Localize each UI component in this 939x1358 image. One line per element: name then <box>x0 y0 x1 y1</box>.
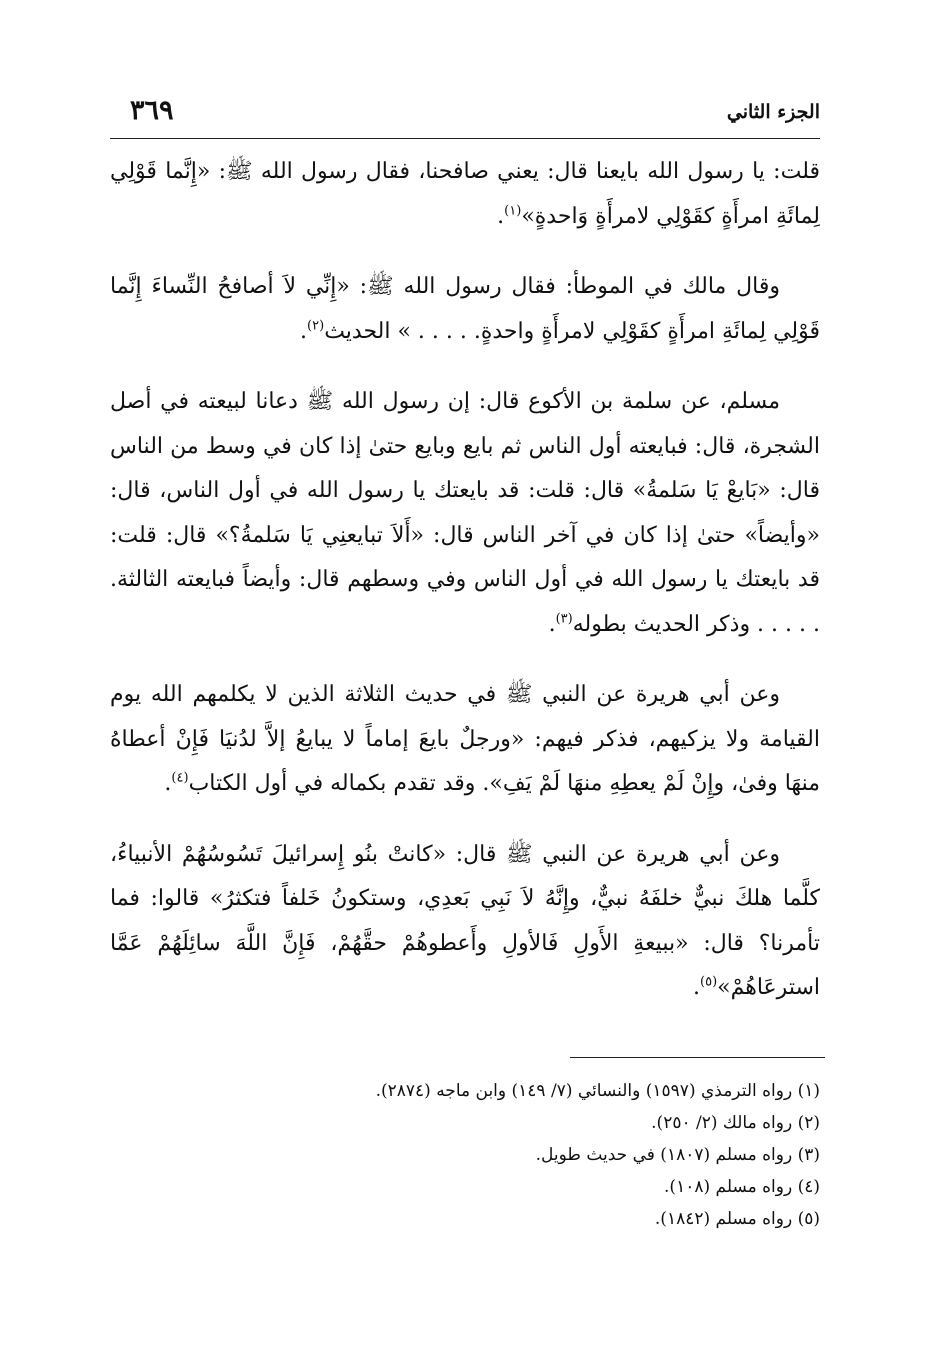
page-number: ٣٦٩ <box>130 95 174 126</box>
paragraph: وعن أبي هريرة عن النبي ﷺ في حديث الثلاثة الذين لا يكلمهم الله يوم القيامة ولا يزكيهم، فذكر فيهم: «ورجلٌ بايعَ إماماً لا يبايعُ إلاَّ لدُنيَا فَإِنْ أعطاهُ منهَا وفىٰ، وإِنْ لَمْ يعطِهِ منهَا لَمْ يَفِ». وقد تقدم بكماله في أول الكتاب$^{(٤)}$. <box>110 682 820 796</box>
paragraph: وقال مالك في الموطأ: فقال رسول الله ﷺ: «إِنِّي لاَ أصافحُ النِّساءَ إِنَّما قَوْلِي لِمائَةِ امرأَةٍ كقَوْلِي لامرأَةٍ واحدةٍ. . . . . » الحديث$^{(٢)}$. <box>110 274 820 344</box>
running-title: الجزء الثاني <box>726 101 820 123</box>
footnote-item: (٥) رواه مسلم (١٨٤٢). <box>654 1209 820 1229</box>
footnote-item: (٤) رواه مسلم (١٠٨). <box>664 1177 820 1197</box>
footnote-ref: (١) <box>504 203 522 219</box>
footnote-ref: (٣) <box>555 611 573 627</box>
footnote-item: (٢) رواه مالك (٢/ ٢٥٠). <box>651 1113 820 1133</box>
paragraph-text: قلت: يا رسول الله بايعنا قال: يعني صافحنا، فقال رسول الله ﷺ: «إِنَّما قَوْلِي لِمائَةِ امرأَةٍ كقَوْلِي لامرأَةٍ وَاحدةٍ» <box>110 159 820 229</box>
paragraph: مسلم، عن سلمة بن الأكوع قال: إن رسول الله ﷺ دعانا لبيعته في أصل الشجرة، قال: فبايعته أول الناس ثم بايع وبايع حتىٰ إذا كان في وسط من الناس قال: «بَايعْ يَا سَلمةُ» قال: قلت: قد بايعتك يا رسول الله في أول الناس، قال: «وأيضاً» حتىٰ إذا كان في آخر الناس قال: «أَلاَ تبايعنِي يَا سَلمةُ؟» قال: قلت: قد بايعتك يا رسول الله في أول الناس وفي وسطهم قال: وأيضاً فبايعته الثالثة. . . . . . وذكر الحديث بطوله$^{(٣)}$. <box>110 389 820 637</box>
header-rule <box>110 138 820 139</box>
paragraph-text: وعن أبي هريرة عن النبي ﷺ في حديث الثلاثة الذين لا يكلمهم الله يوم القيامة ولا يزكيهم، فذكر فيهم: «ورجلٌ بايعَ إماماً لا يبايعُ إلاَّ لدُنيَا فَإِنْ أعطاهُ منهَا وفىٰ، وإِنْ لَمْ يعطِهِ منهَا لَمْ يَفِ». وقد تقدم بكماله في أول الكتاب <box>110 682 820 796</box>
main-text <box>110 150 820 1037</box>
footnote-item: (٣) رواه مسلم (١٨٠٧) في حديث طويل. <box>535 1145 820 1165</box>
footnote-ref: (٤) <box>171 770 189 786</box>
paragraph: قلت: يا رسول الله بايعنا قال: يعني صافحنا، فقال رسول الله ﷺ: «إِنَّما قَوْلِي لِمائَةِ امرأَةٍ كقَوْلِي لامرأَةٍ وَاحدةٍ»$^{(١)}$. <box>110 159 820 229</box>
footnotes <box>110 1075 820 1235</box>
page-header <box>110 95 820 135</box>
footnote-ref: (٢) <box>307 318 325 334</box>
footnote-ref: (٥) <box>700 974 718 990</box>
footnote-item: (١) رواه الترمذي (١٥٩٧) والنسائي (٧/ ١٤٩) وابن ماجه (٢٨٧٤). <box>375 1081 820 1101</box>
paragraph-text: وعن أبي هريرة عن النبي ﷺ قال: «كانتْ بنُو إِسرائيلَ تَسُوسُهُمْ الأنبياءُ، كلَّما هلكَ نبيٌّ خلفَهُ نبيٌّ، وإِنَّهُ لاَ نَبِي بَعدِي، وستكونُ خَلفاً فتكثرُ» قالوا: فما تأمرنا؟ قال: «ببيعةِ الأَولِ فَالأولِ وأَعطوهُمْ حقَّهُمْ، فَإِنَّ اللَّهَ سائِلَهُمْ عَمَّا استرعَاهُمْ» <box>110 841 821 1000</box>
footnote-rule <box>570 1057 825 1058</box>
paragraph-text: مسلم، عن سلمة بن الأكوع قال: إن رسول الله ﷺ دعانا لبيعته في أصل الشجرة، قال: فبايعته أول الناس ثم بايع وبايع حتىٰ إذا كان في وسط من الناس قال: «بَايعْ يَا سَلمةُ» قال: قلت: قد بايعتك يا رسول الله في أول الناس، قال: «وأيضاً» حتىٰ إذا كان في آخر الناس قال: «أَلاَ تبايعنِي يَا سَلمةُ؟» قال: قلت: قد بايعتك يا رسول الله في أول الناس وفي وسطهم قال: وأيضاً فبايعته الثالثة. . . . . . وذكر الحديث بطوله <box>110 389 820 637</box>
paragraph: وعن أبي هريرة عن النبي ﷺ قال: «كانتْ بنُو إِسرائيلَ تَسُوسُهُمْ الأنبياءُ، كلَّما هلكَ نبيٌّ خلفَهُ نبيٌّ، وإِنَّهُ لاَ نَبِي بَعدِي، وستكونُ خَلفاً فتكثرُ» قالوا: فما تأمرنا؟ قال: «ببيعةِ الأَولِ فَالأولِ وأَعطوهُمْ حقَّهُمْ، فَإِنَّ اللَّهَ سائِلَهُمْ عَمَّا استرعَاهُمْ»$^{(٥)}$. <box>110 841 821 1000</box>
paragraph-text: وقال مالك في الموطأ: فقال رسول الله ﷺ: «إِنِّي لاَ أصافحُ النِّساءَ إِنَّما قَوْلِي لِمائَةِ امرأَةٍ كقَوْلِي لامرأَةٍ واحدةٍ. . . . . » الحديث <box>110 274 820 344</box>
